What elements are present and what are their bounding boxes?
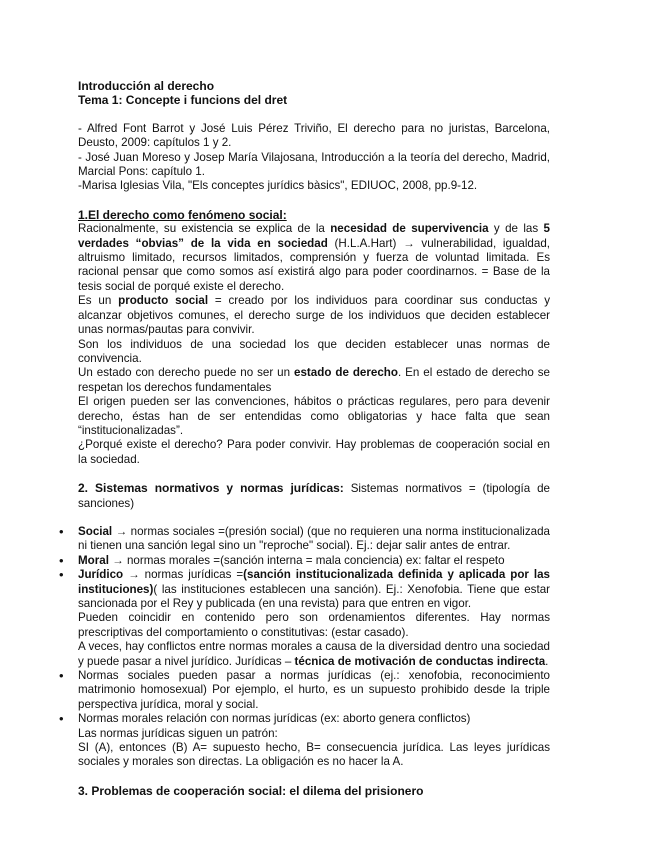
spacer — [78, 770, 550, 784]
course-title: Introducción al derecho — [78, 79, 215, 93]
reference-3: -Marisa Iglesias Vila, "Els conceptes jurídics bàsics", EDIUOC, 2008, pp.9-12. — [78, 179, 478, 193]
section-1-paragraph-1: Racionalmente, su existencia se explica de la necesidad de supervivencia y de las 5 verdades “obvias” de la vida en sociedad (H.L.A.Hart) → vulnerabilidad, igualdad, altruismo limitado, recursos limitados, comprensión y fuerza de voluntad limitada. Es racional pensar que como somos así existirá algo para poder coordinarnos. = Base de la tesis social de porqué existe el derecho. — [78, 222, 550, 293]
spacer — [78, 108, 550, 122]
section-2-heading: 2. Sistemas normativos y normas jurídicas: Sistemas normativos = (tipología de sanciones) — [78, 481, 550, 510]
section-1-paragraph-3: Son los individuos de una sociedad los que deciden establecer unas normas de convivencia. — [78, 337, 550, 365]
section-1-heading: 1.El derecho como fenómeno social: — [78, 207, 287, 222]
section-1-paragraph-5: El origen pueden ser las convenciones, hábitos o prácticas regulares, pero para devenir derecho, éstas han de ser entendidas como obligatorias y hace falta que sean “institucionalizadas”. — [78, 395, 550, 437]
list-item-social: • Social → normas sociales =(presión social) (que no requieren una norma institucionalizada ni tienen una sanción legal sino un "reproche" social). Ej.: dejar salir antes de entrar. — [78, 525, 550, 554]
list-item-moral-legal: • Normas morales relación con normas jurídicas (ex: aborto genera conflictos) Las normas jurídicas siguen un patrón: SI (A), entonces (B) A= supuesto hecho, B= consecuencia jurídica. Las leyes jurídicas sociales y morales son directas. La obligación es no hacer la A. — [78, 712, 550, 770]
section-3-heading: 3. Problemas de cooperación social: el dilema del prisionero — [78, 783, 424, 798]
section-1-paragraph-4: Un estado con derecho puede no ser un estado de derecho. En el estado de derecho se respetan los derechos fundamentales — [78, 366, 550, 394]
document-page — [78, 79, 550, 798]
list-item-social-to-legal: • Normas sociales pueden pasar a normas jurídicas (ej.: xenofobia, reconocimiento matrimonio homosexual) Por ejemplo, el hurto, es un supuesto prohibido desde la triple perspectiva jurídica, moral y social. — [78, 669, 550, 712]
section-1-paragraph-6: ¿Porqué existe el derecho? Para poder convivir. Hay problemas de cooperación social en la sociedad. — [78, 438, 550, 466]
section-1-paragraph-2: Es un producto social = creado por los individuos para coordinar sus conductas y alcanzar objetivos comunes, el derecho surge de los individuos que deciden establecer unas normas/pautas para convivir. — [78, 294, 550, 337]
list-item-moral: • Moral → normas morales =(sanción interna = mala conciencia) ex: faltar el respeto — [78, 554, 550, 568]
spacer — [78, 467, 550, 481]
normative-systems-list — [78, 525, 550, 770]
spacer — [78, 194, 550, 208]
reference-1: - Alfred Font Barrot y José Luis Pérez Triviño, El derecho para no juristas, Barcelona, Deusto, 2009: capítulos 1 y 2. — [78, 121, 550, 150]
list-item-juridico: • Jurídico → normas jurídicas =(sanción institucionalizada definida y aplicada por las instituciones)( las instituciones establecen una sanción). Ej.: Xenofobia. Tiene que estar sancionada por el Rey y publicada (en una revista) para que entren en vigor. Pueden coincidir en contenido pero son ordenamientos diferentes. Hay normas prescriptivas del comportamiento o constitutivas: (estar casado). A veces, hay conflictos entre normas morales a causa de la diversidad dentro una sociedad y puede pasar a nivel jurídico. Jurídicas – técnica de motivación de conductas indirecta. — [78, 568, 550, 669]
reference-2: - José Juan Moreso y Josep María Vilajosana, Introducción a la teoría del derecho, Madrid, Marcial Pons: capítulo 1. — [78, 150, 550, 179]
topic-title: Tema 1: Concepte i funcions del dret — [78, 93, 288, 108]
spacer — [78, 511, 550, 525]
